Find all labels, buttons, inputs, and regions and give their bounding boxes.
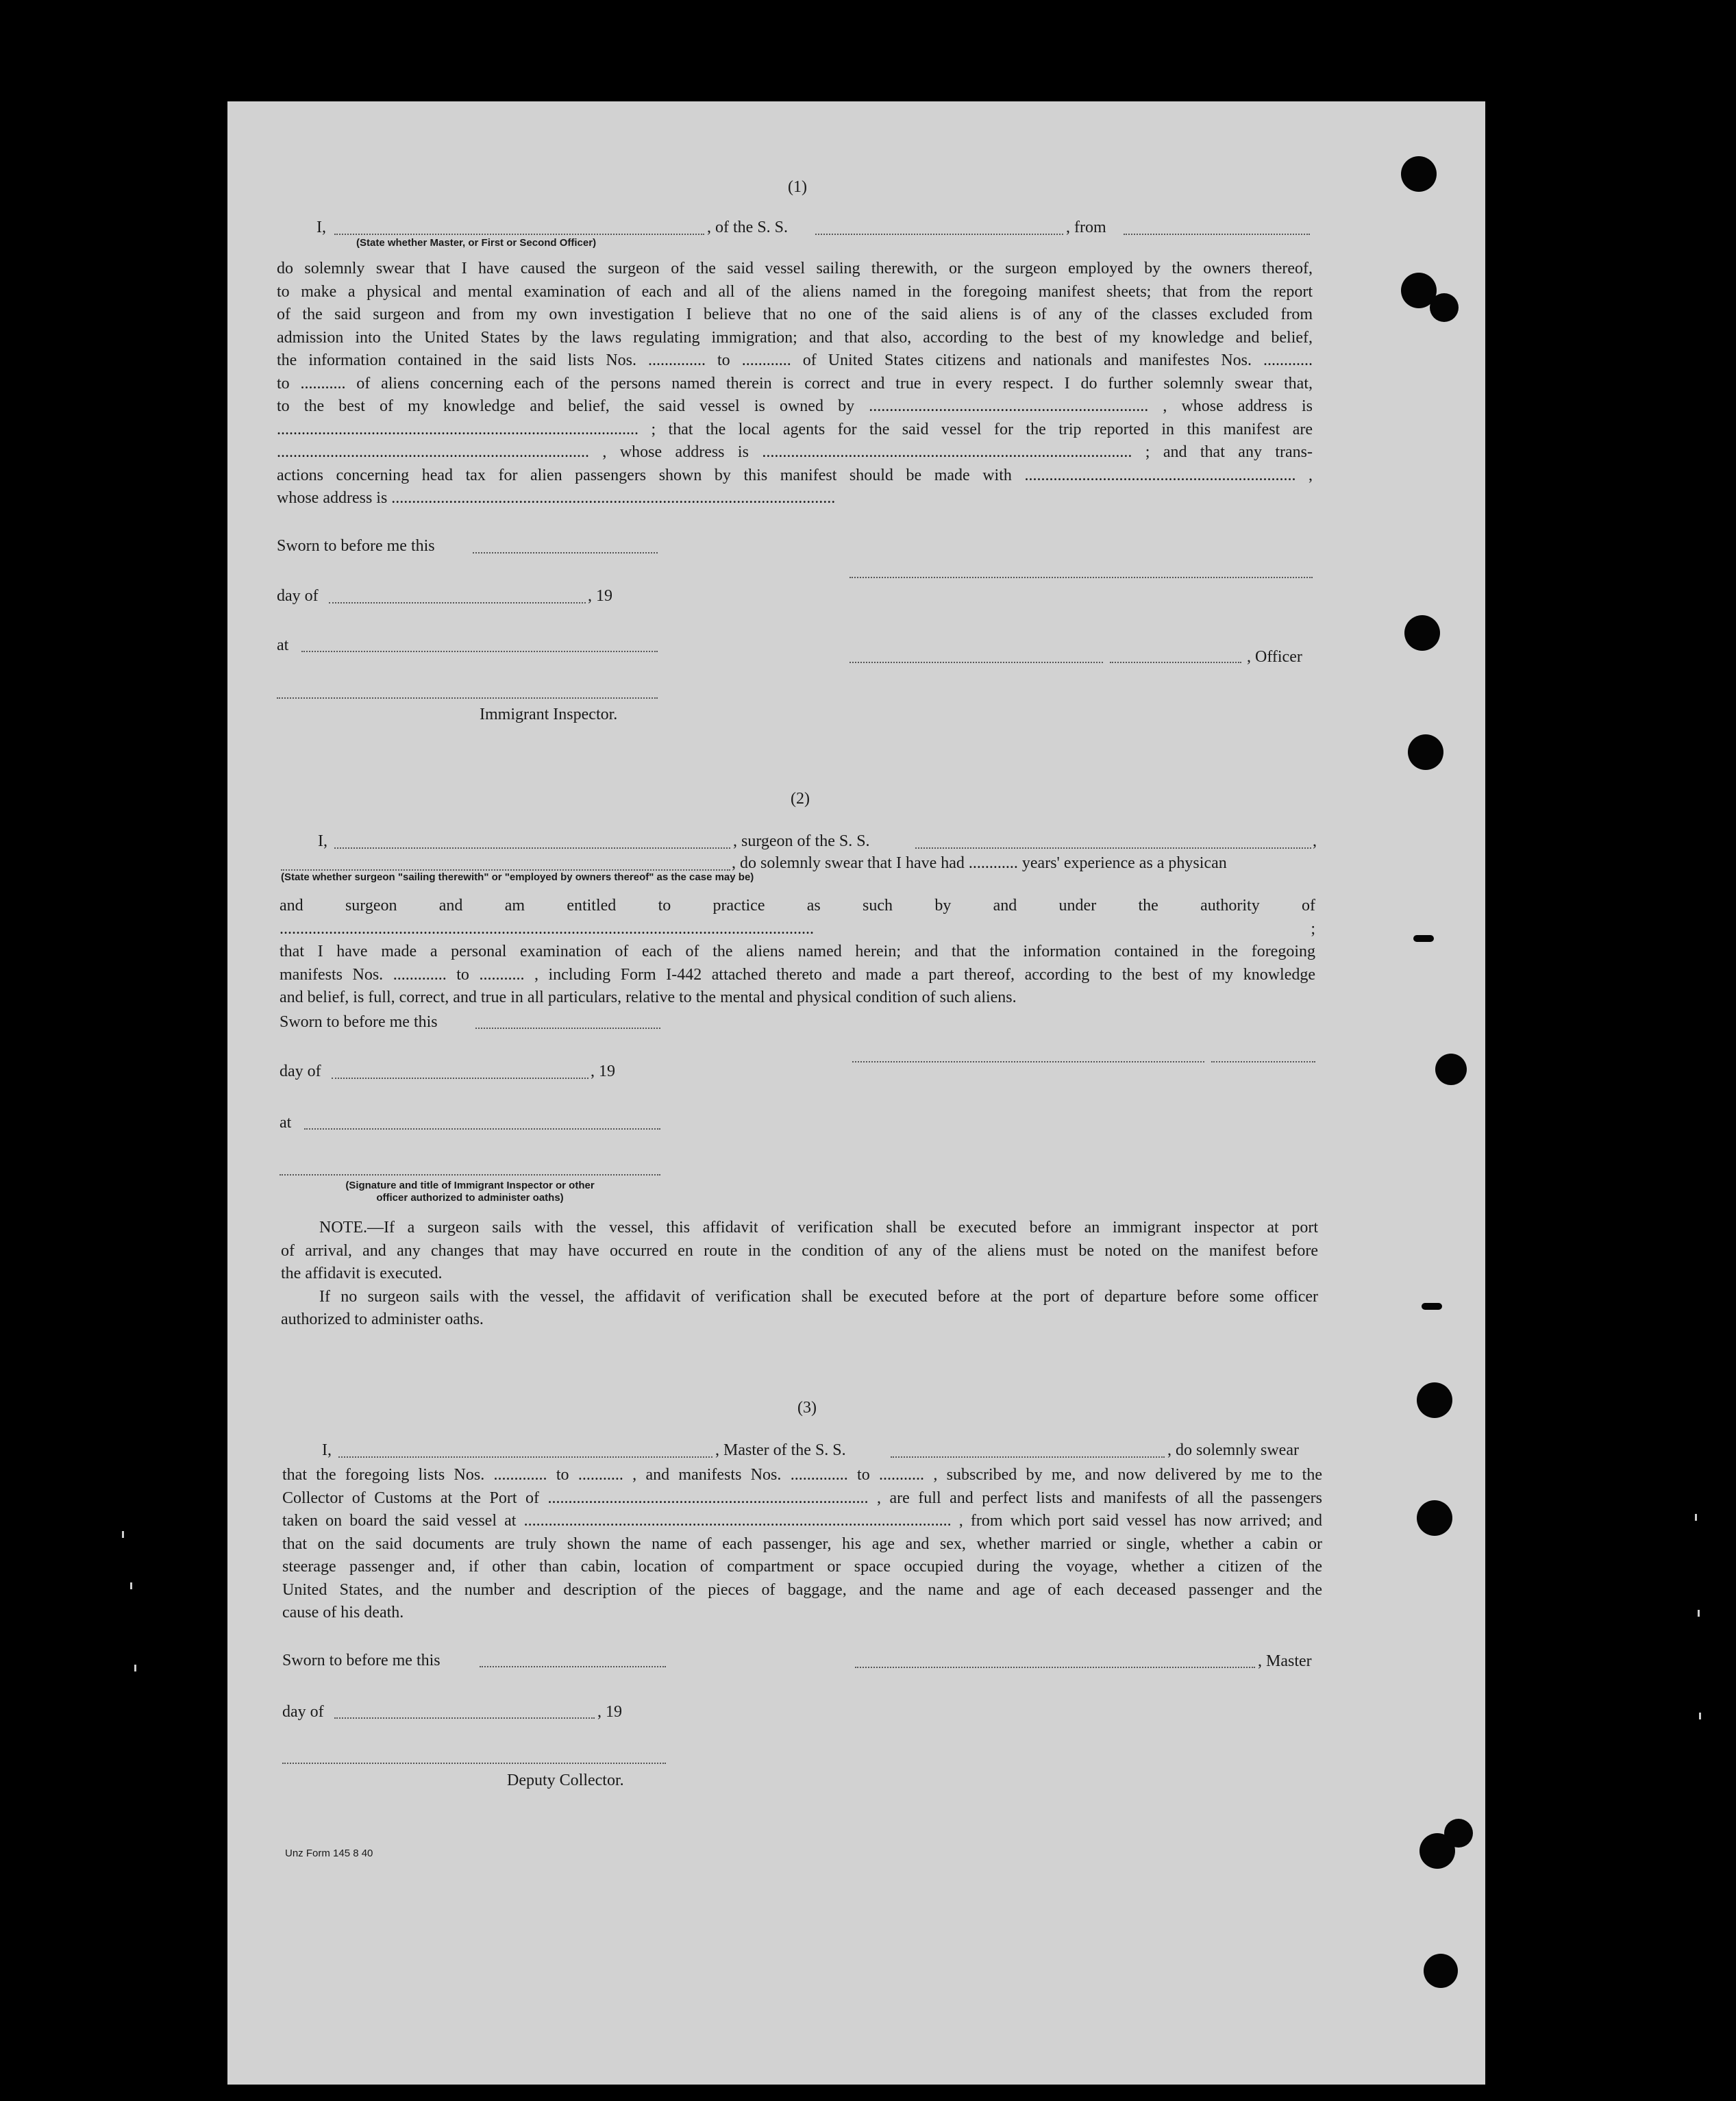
binder-hole [1408,734,1443,770]
oath-line: to make a physical and mental examination of each and all of the aliens named in the foregoing manifest sheets; that from the report [277,282,1313,301]
binder-hole [1417,1382,1452,1418]
binder-hole [1435,1054,1467,1085]
fill-line-vessel-name [891,1456,1165,1458]
master-signature-line [855,1667,1255,1668]
text: , of the S. S. [707,219,789,236]
oath-line: cause of his death. [282,1604,404,1621]
note-line: If no surgeon sails with the vessel, the affidavit of verification shall be executed before at the port of departure before some officer [319,1287,1318,1306]
oath-line: do solemnly swear that I have caused the surgeon of the said vessel sailing therewith, or the surgeon employed by the owners thereof, [277,260,1313,277]
oath-line: ........................................................................................ ; that the local agents for the said vessel for the trip reported in this manifest are [277,420,1313,438]
note-line: NOTE.—If a surgeon sails with the vessel, this affidavit of verification shall be executed before an immigrant inspector at port [319,1219,1318,1236]
oath-line: manifests Nos. ............. to ........... , including Form I-442 attached thereto and made a part thereof, according to the best of my knowledge [280,965,1315,984]
fill-line-sworn-date [475,1028,660,1029]
officer-label: , Officer [1247,648,1302,666]
binder-hole [1424,1954,1458,1988]
signature-caption: (Signature and title of Immigrant Inspector or other [345,1180,595,1191]
collector-label: Deputy Collector. [507,1771,624,1789]
oath-line: that the foregoing lists Nos. ............. to ........... , and manifests Nos. .............. to ........... , subscribed by me, and now delivered by me to the [282,1466,1322,1484]
fill-line-at [301,651,658,652]
oath-line: ............................................................................ , whose address is .......................................................................................... ; and that any trans- [277,443,1313,461]
binder-hole [1404,615,1440,651]
note-paragraph [281,1217,1318,1332]
field-caption: (State whether Master, or First or Second Officer) [356,237,597,249]
text: I, [317,219,326,236]
sworn-label: Sworn to before me this [280,1013,438,1031]
section-1-number: (1) [788,178,807,196]
text: , from [1066,219,1106,236]
fill-line-officer-name [850,662,1103,663]
text: , surgeon of the S. S. [733,832,870,850]
signature-line-title [1211,1061,1315,1062]
oath-line: of the said surgeon and from my own investigation I believe that no one of the said aliens is of any of the classes excluded from [277,306,1313,323]
inspector-signature-line [280,1174,660,1176]
binder-hole [1430,293,1459,322]
oath-line: steerage passenger and, if other than cabin, location of compartment or space occupied during the voyage, whether a citizen of the [282,1558,1322,1576]
collector-signature-line [282,1763,666,1764]
fill-line-at [304,1128,660,1130]
binder-slot [1422,1303,1442,1310]
inspector-signature-line [277,697,658,699]
oath-line: whose address is ............................................................................................................ [277,489,836,507]
oath-line: admission into the United States by the laws regulating immigration; and that also, according to the best of my knowledge and belief, [277,328,1313,347]
binder-hole [1401,156,1437,192]
fill-line-officer-title [334,234,704,235]
text: , do solemnly swear [1167,1441,1299,1459]
text: , Master of the S. S. [715,1441,846,1459]
year-label: , 19 [597,1703,622,1721]
oath-line: and surgeon and am entitled to practice as such by and under the authority of .................................................................................................................................. ; [280,897,1315,938]
fill-line-sworn-date [473,552,658,554]
scan-speck [1698,1610,1700,1617]
inspector-label: Immigrant Inspector. [480,706,618,723]
binder-hole [1419,1833,1455,1869]
oath-line: to ........... of aliens concerning each of the persons named therein is correct and true in every respect. I do further solemnly swear that, [277,374,1313,393]
signature-caption: officer authorized to administer oaths) [376,1192,564,1204]
text: I, [322,1441,332,1459]
section-1-oath [277,258,1313,510]
signature-line [850,577,1313,578]
section-3-number: (3) [797,1399,817,1417]
fill-line-vessel-name [815,234,1063,235]
text: , [1313,832,1317,850]
oath-line: that I have made a personal examination of each of the aliens named herein; and that the information contained in the foregoing [280,943,1315,960]
oath-line: the information contained in the said lists Nos. .............. to ............ of United States citizens and nationals and manifestes Nos. ............ [277,351,1313,369]
binder-slot [1413,935,1434,942]
oath-line: United States, and the number and description of the pieces of baggage, and the name and age of each deceased passenger and the [282,1580,1322,1599]
field-caption: (State whether surgeon "sailing therewith" or "employed by owners thereof" as the case may be) [281,871,754,883]
scan-speck [130,1582,132,1589]
fill-line-from-port [1124,234,1310,235]
section-2-oath [280,895,1315,1010]
note-line: the affidavit is executed. [281,1265,443,1282]
fill-line-day [332,1078,588,1079]
note-line: authorized to administer oaths. [281,1310,484,1328]
fill-line-day [334,1717,595,1719]
scan-speck [1695,1514,1697,1521]
sworn-label: Sworn to before me this [277,537,435,555]
fill-line-day [329,602,586,604]
fill-line-surgeon-status [281,869,730,871]
day-of-label: day of [280,1062,321,1080]
scan-speck [134,1665,136,1671]
at-label: at [280,1114,292,1132]
oath-line: that on the said documents are truly shown the name of each passenger, his age and sex, whether married or single, whether a cabin or [282,1534,1322,1553]
scan-speck [1699,1713,1701,1719]
binder-hole [1417,1500,1452,1536]
fill-line-sworn-date [480,1666,666,1667]
note-line: of arrival, and any changes that may have occurred en route in the condition of any of the aliens must be noted on the manifest before [281,1241,1318,1260]
oath-line: actions concerning head tax for alien passengers shown by this manifest should be made with .................................................................. , [277,466,1313,484]
fill-line-vessel-name [915,847,1311,849]
oath-line: to the best of my knowledge and belief, the said vessel is owned by .................................................................... , whose address is [277,397,1313,415]
fill-line-surgeon-name [334,847,730,849]
day-of-label: day of [277,587,319,605]
sworn-label: Sworn to before me this [282,1652,441,1669]
day-of-label: day of [282,1703,324,1721]
text: , do solemnly swear that I have had ............ years' experience as a physican [732,854,1227,872]
section-2-number: (2) [791,790,810,808]
year-label: , 19 [591,1062,615,1080]
at-label: at [277,636,289,654]
signature-line [852,1061,1204,1062]
form-id: Unz Form 145 8 40 [285,1848,373,1859]
section-3-oath [282,1464,1322,1625]
oath-line: Collector of Customs at the Port of .............................................................................. , are full and perfect lists and manifests of all the passengers [282,1489,1322,1507]
year-label: , 19 [588,587,612,605]
oath-line: and belief, is full, correct, and true in all particulars, relative to the mental and physical condition of such aliens. [280,989,1017,1006]
oath-line: taken on board the said vessel at ........................................................................................................ , from which port said vessel has now arrived; and [282,1512,1322,1530]
scan-speck [122,1531,124,1538]
fill-line-officer-title-2 [1110,662,1241,663]
text: I, [318,832,327,850]
fill-line-master-name [338,1456,712,1458]
master-label: , Master [1258,1652,1312,1670]
